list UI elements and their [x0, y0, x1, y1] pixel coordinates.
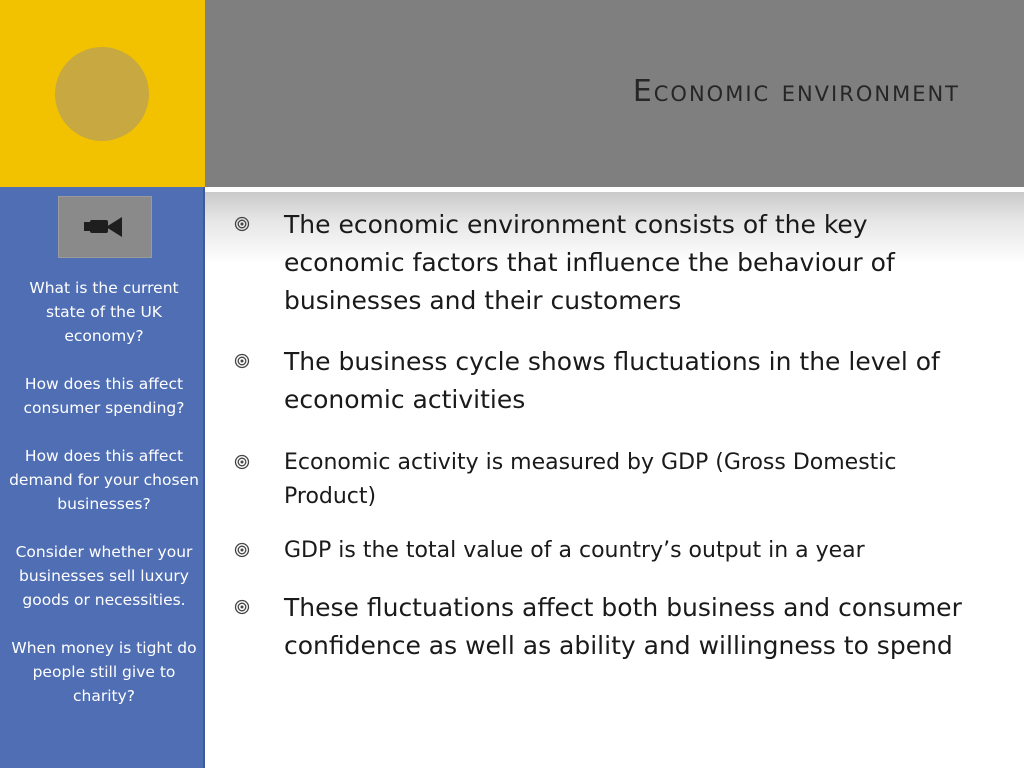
target-bullet-icon [234, 542, 250, 558]
sidebar-question: How does this affect demand for your chosen businesses? [9, 447, 199, 513]
bullet-text: Economic activity is measured by GDP (Gross Domestic Product) [284, 450, 897, 509]
bullet-text: These fluctuations affect both business and consumer confidence as well as ability and willingness to spend [284, 593, 962, 660]
slide-title: Economic environment [632, 74, 960, 109]
bullet-text: The business cycle shows fluctuations in the level of economic activities [284, 347, 940, 414]
bullet-list [230, 206, 990, 665]
sidebar-question: When money is tight do people still give to charity? [11, 639, 197, 705]
sidebar-questions [8, 276, 200, 732]
decorative-circle [55, 47, 149, 141]
bullet-item [230, 589, 990, 665]
sidebar-question: How does this affect consumer spending? [23, 375, 185, 417]
bullet-text: The economic environment consists of the key economic factors that influence the behaviour of businesses and their customers [284, 210, 895, 315]
bullet-item [230, 343, 990, 419]
target-bullet-icon [234, 353, 250, 369]
target-bullet-icon [234, 454, 250, 470]
bullet-item [230, 446, 990, 514]
bullet-item [230, 206, 990, 320]
bullet-text: GDP is the total value of a country’s output in a year [284, 538, 865, 563]
accent-panel [0, 0, 205, 187]
sidebar-edge [203, 187, 205, 768]
title-bar [205, 0, 1024, 187]
sidebar-question: What is the current state of the UK economy? [29, 279, 179, 345]
target-bullet-icon [234, 599, 250, 615]
bullet-item [230, 534, 990, 568]
target-bullet-icon [234, 216, 250, 232]
speaker-icon[interactable] [58, 196, 152, 258]
sidebar-question: Consider whether your businesses sell luxury goods or necessities. [15, 543, 193, 609]
